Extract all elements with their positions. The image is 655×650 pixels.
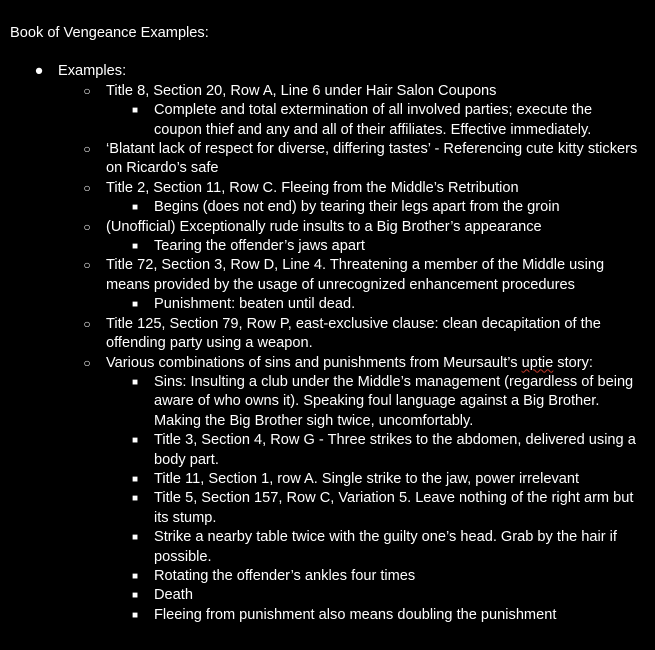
list-item <box>58 218 640 257</box>
bullet-square-icon: ■ <box>131 473 139 485</box>
nested-list-item-text: Death <box>154 587 193 604</box>
list-item-text: Title 2, Section 11, Row C. Fleeing from the Middle’s Retribution <box>106 179 519 196</box>
bullet-square-icon: ■ <box>131 202 139 214</box>
list-item <box>58 179 640 218</box>
bullet-square-icon: ■ <box>131 105 139 117</box>
nested-list-item-text: Title 5, Section 157, Row C, Variation 5. Leave nothing of the right arm but its stump. <box>154 490 634 526</box>
bullet-square-icon: ■ <box>131 299 139 311</box>
bullet-square-icon: ■ <box>131 241 139 253</box>
bullet-circle-icon: ○ <box>83 316 91 331</box>
list-item <box>58 82 640 140</box>
bullet-circle-icon: ○ <box>83 258 91 273</box>
nested-list-item-text: Begins (does not end) by tearing their legs apart from the groin <box>154 199 560 216</box>
nested-list-item-text: Fleeing from punishment also means doubling the punishment <box>154 606 557 623</box>
list-item-text: Title 8, Section 20, Row A, Line 6 under Hair Salon Coupons <box>106 82 497 99</box>
nested-list-item <box>106 295 640 314</box>
list-item <box>58 140 640 179</box>
bullet-square-icon: ■ <box>131 435 139 447</box>
bullet-square-icon: ■ <box>131 376 139 388</box>
bullet-circle-icon: ○ <box>83 142 91 157</box>
list-item-text: Title 125, Section 79, Row P, east-exclusive clause: clean decapitation of the offending party using a weapon. <box>106 315 601 352</box>
nested-list-item <box>106 567 640 586</box>
list-item <box>58 315 640 354</box>
nested-list-item-text: Title 3, Section 4, Row G - Three strikes to the abdomen, delivered using a body part. <box>154 432 636 468</box>
nested-sublist <box>106 101 640 140</box>
nested-sublist <box>106 295 640 314</box>
examples-sublist <box>58 82 640 625</box>
nested-list-item <box>106 470 640 489</box>
nested-list-item-text: Title 11, Section 1, row A. Single strike to the jaw, power irrelevant <box>154 470 580 487</box>
list-item-text-end: story: <box>553 354 593 371</box>
bullet-circle-icon: ○ <box>83 219 91 234</box>
nested-list-item <box>106 489 640 528</box>
bullet-square-icon: ■ <box>131 493 139 505</box>
bullet-square-icon: ■ <box>131 532 139 544</box>
nested-list-item <box>106 237 640 256</box>
nested-list-item <box>106 101 640 140</box>
document-body <box>10 24 640 625</box>
list-item-text: ‘Blatant lack of respect for diverse, differing tastes’ - Referencing cute kitty stickers on Ricardo’s safe <box>106 141 638 177</box>
nested-list-item <box>106 586 640 605</box>
nested-list-item-text: Rotating the offender’s ankles four times <box>154 567 416 584</box>
top-level-list <box>10 62 640 625</box>
bullet-disc-icon: ● <box>34 63 44 80</box>
list-item <box>58 256 640 314</box>
nested-list-item <box>106 373 640 431</box>
bullet-square-icon: ■ <box>131 609 139 621</box>
spellcheck-word: uptie <box>521 354 554 371</box>
nested-list-item <box>106 431 640 470</box>
nested-sublist <box>106 237 640 256</box>
nested-list-item-text: Sins: Insulting a club under the Middle’s management (regardless of being aware of who owns it). Speaking foul language against a Big Brother. Making the Big Brother sigh twice, uncomfortably. <box>154 373 634 429</box>
nested-list-item <box>106 198 640 217</box>
document-title: Book of Vengeance Examples: <box>10 25 209 41</box>
nested-list-item-text: Complete and total extermination of all involved parties; execute the coupon thief and any and all of their affiliates. Effective immediately. <box>154 102 593 138</box>
nested-list-item-text: Strike a nearby table twice with the guilty one’s head. Grab by the hair if possible. <box>154 529 617 565</box>
nested-list-item <box>106 606 640 625</box>
list-item-text: Various combinations of sins and punishments from Meursault’s <box>106 354 522 371</box>
nested-list-item <box>106 528 640 567</box>
list-item-text: (Unofficial) Exceptionally rude insults to a Big Brother’s appearance <box>106 218 542 235</box>
bullet-square-icon: ■ <box>131 590 139 602</box>
nested-sublist <box>106 198 640 217</box>
examples-label: Examples: <box>58 63 127 80</box>
list-item-text: Title 72, Section 3, Row D, Line 4. Threatening a member of the Middle using means provided by the usage of unrecognized enhancement procedures <box>106 257 605 293</box>
nested-list-item-text: Tearing the offender’s jaws apart <box>154 238 365 255</box>
bullet-circle-icon: ○ <box>83 83 91 98</box>
bullet-square-icon: ■ <box>131 570 139 582</box>
bullet-circle-icon: ○ <box>83 355 91 370</box>
list-item <box>58 354 640 626</box>
bullet-circle-icon: ○ <box>83 180 91 195</box>
nested-list-item-text: Punishment: beaten until dead. <box>154 296 356 313</box>
nested-sublist <box>106 373 640 625</box>
list-item-examples <box>10 62 640 625</box>
